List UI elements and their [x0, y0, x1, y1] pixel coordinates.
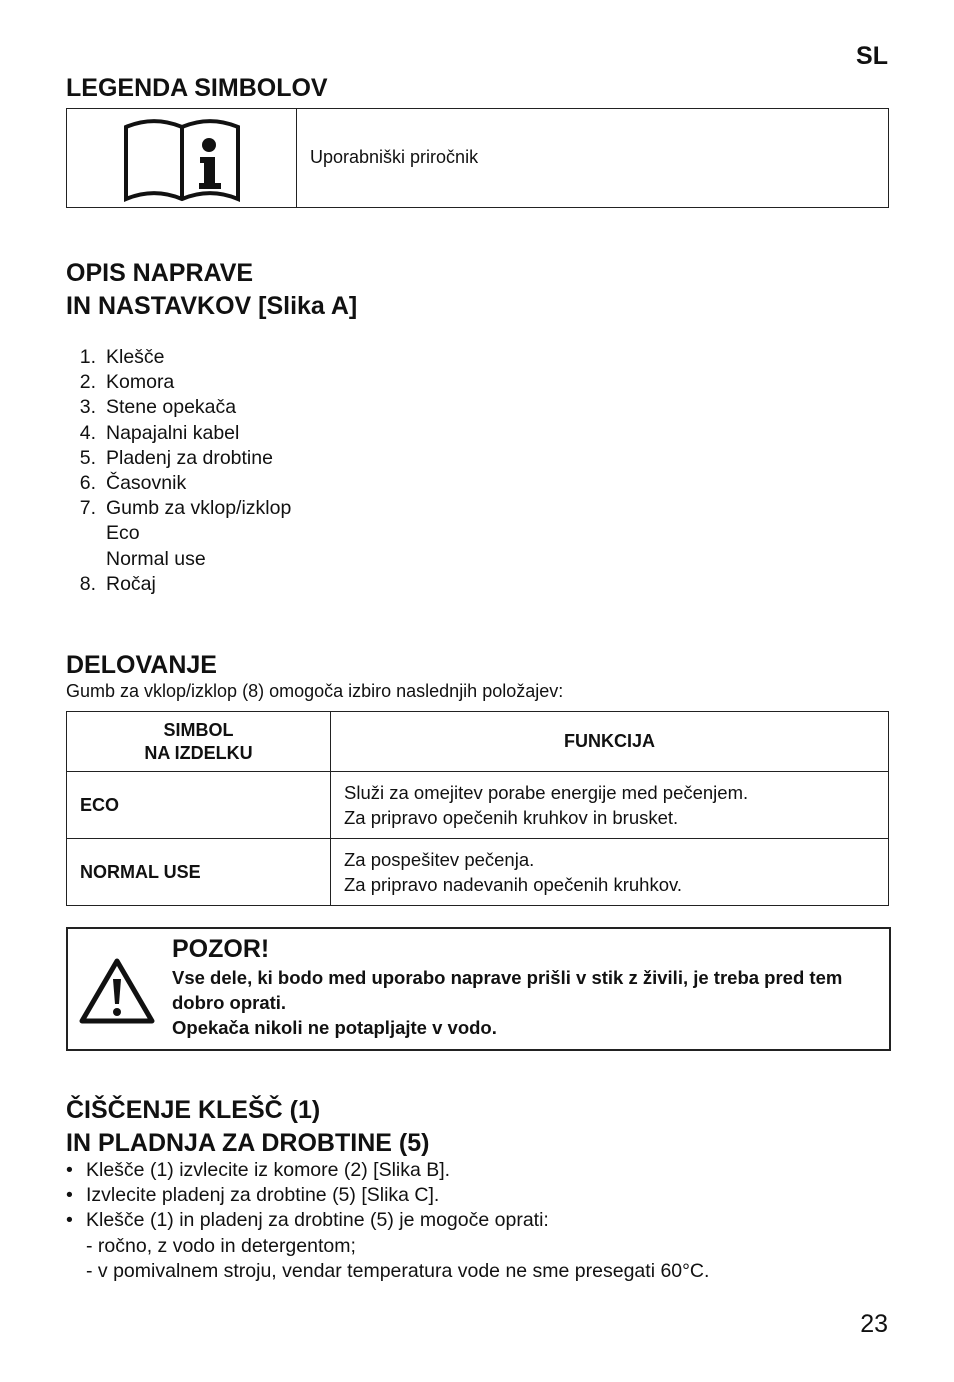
list-item-label: Klešče: [106, 346, 165, 368]
list-item: • Izvlecite pladenj za drobtine (5) [Slika C].: [66, 1183, 709, 1208]
warning-box: [66, 927, 891, 1051]
list-item: 8. Ročaj: [79, 572, 156, 595]
list-item-label: Stene opekača: [106, 396, 237, 419]
list-item-label: Normal use: [106, 547, 206, 570]
list-item: 7. Gumb za vklop/izklop: [79, 497, 292, 520]
symbol-cell: NORMAL USE: [67, 839, 331, 906]
cleaning-title-line2: IN PLADNJA ZA DROBTINE (5): [66, 1129, 430, 1157]
description-title-line1: OPIS NAPRAVE: [66, 259, 254, 287]
list-item: 4. Napajalni kabel: [79, 421, 240, 444]
function-table: [66, 711, 889, 906]
list-item: [66, 547, 291, 572]
table-row: [67, 772, 889, 839]
warning-body: [172, 965, 884, 1040]
description-title-line2: IN NASTAVKOV [Slika A]: [66, 292, 358, 320]
page-number: 23: [860, 1310, 888, 1338]
cleaning-title-line1: ČIŠČENJE KLEŠČ (1): [66, 1096, 321, 1124]
list-item: 6. Časovnik: [79, 472, 187, 495]
sub-item: - ročno, z vodo in detergentom;: [86, 1234, 356, 1257]
list-item: 3. Stene opekača: [79, 396, 237, 419]
manual-info-icon: [123, 115, 241, 205]
legend-icon-cell: [67, 109, 297, 207]
sub-list: [86, 1234, 709, 1284]
table-row: [67, 839, 889, 906]
language-code: SL: [856, 42, 888, 70]
legend-table: [66, 108, 889, 208]
table-header-row: [67, 712, 889, 772]
bullet-icon: •: [66, 1159, 73, 1181]
warning-title: POZOR!: [172, 935, 270, 963]
legend-title: LEGENDA SIMBOLOV: [66, 74, 328, 102]
sub-item: - v pomivalnem stroju, vendar temperatura vode ne sme presegati 60°C.: [86, 1259, 710, 1282]
warning-triangle-icon: [79, 957, 155, 1025]
list-item-label: Gumb za vklop/izklop: [106, 497, 292, 520]
list-item: 2. Komora: [79, 371, 175, 394]
list-item-label: Ročaj: [106, 572, 156, 595]
cleaning-title: [66, 1094, 429, 1160]
operation-intro: Gumb za vklop/izklop (8) omogoča izbiro naslednjih položajev:: [66, 681, 564, 701]
list-item: • Klešče (1) izvlecite iz komore (2) [Slika B].: [66, 1158, 709, 1183]
list-item-label: Pladenj za drobtine: [106, 446, 273, 469]
legend-text: Uporabniški priročnik: [310, 147, 479, 167]
symbol-cell: ECO: [67, 772, 331, 839]
cleaning-list: [66, 1158, 709, 1284]
list-item-label: Časovnik: [106, 472, 187, 495]
parts-list: [66, 345, 291, 597]
list-item-label: Napajalni kabel: [106, 421, 240, 444]
col-header-symbol: SIMBOL NA IZDELKU: [67, 712, 331, 772]
list-item: [66, 521, 291, 546]
list-item: 1. Klešče: [79, 346, 165, 368]
list-item-label: Komora: [106, 371, 175, 394]
warning-line2: Opekača nikoli ne potapljajte v vodo.: [172, 1017, 497, 1038]
list-item-label: Eco: [106, 522, 140, 545]
warning-line1: Vse dele, ki bodo med uporabo naprave prišli v stik z živili, je treba pred tem dobro oprati.: [172, 967, 843, 1013]
description-title: [66, 257, 357, 323]
function-cell: Za pospešitev pečenja. Za pripravo nadevanih opečenih kruhkov.: [331, 839, 889, 906]
list-item: 5. Pladenj za drobtine: [79, 446, 273, 469]
list-item: • Klešče (1) in pladenj za drobtine (5) je mogoče oprati: - ročno, z vodo in detergentom; - v pomivalnem stroju, vendar temperatura vode ne sme presegati 60°C.: [66, 1208, 709, 1284]
bullet-icon: •: [66, 1184, 73, 1207]
function-cell: Služi za omejitev porabe energije med pečenjem. Za pripravo opečenih kruhkov in brusket.: [331, 772, 889, 839]
col-header-function: FUNKCIJA: [331, 712, 889, 772]
bullet-icon: •: [66, 1209, 73, 1232]
operation-title: DELOVANJE: [66, 651, 217, 679]
